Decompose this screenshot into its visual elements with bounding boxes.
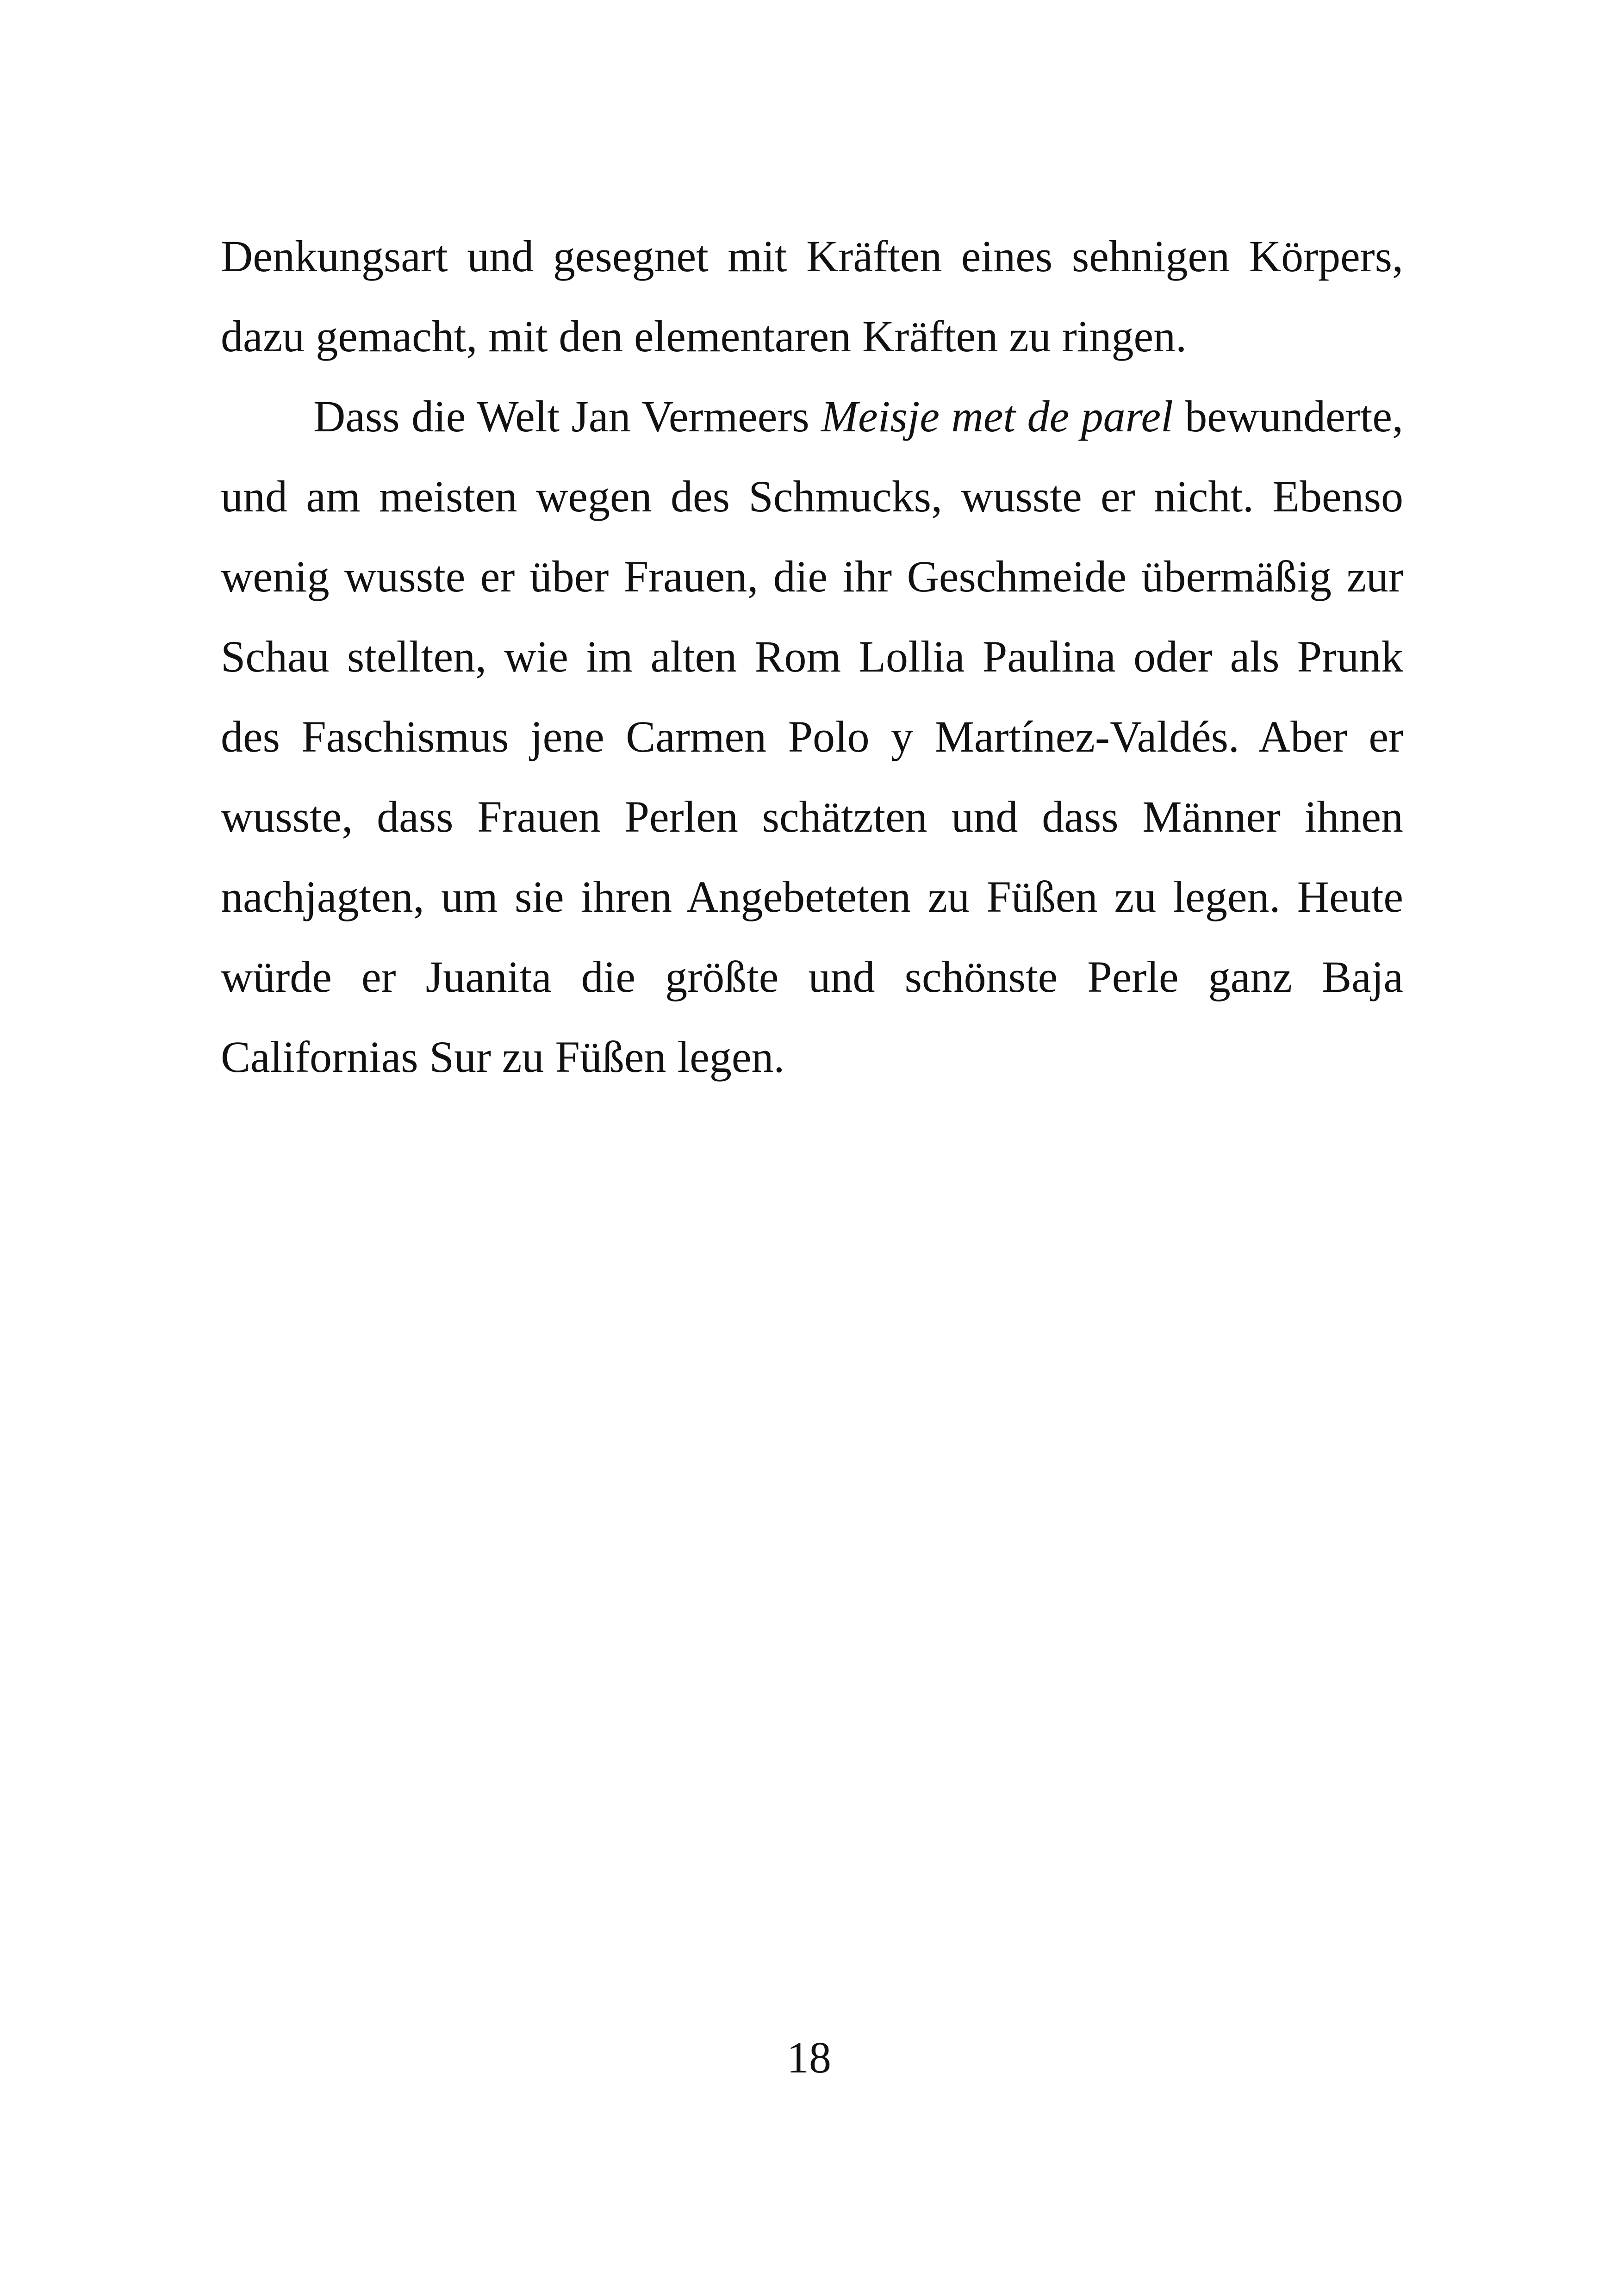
paragraph-text: Denkungsart und gesegnet mit Kräften eines sehnigen Körpers, dazu gemacht, mit den elementaren Kräften zu ringen. (221, 231, 1403, 361)
paragraph-vermeer (221, 376, 1403, 1097)
painting-title: Meisje met de parel (821, 392, 1173, 441)
paragraph-text-rest: bewunderte, und am meisten wegen des Schmucks, wusste er nicht. Ebenso wenig wusste er über Frauen, die ihr Geschmeide übermäßig zur Schau stellten, wie im alten Rom Lollia Paulina oder als Prunk des Faschismus jene Carmen Polo y Martínez-Valdés. Aber er wusste, dass Frauen Perlen schätzten und dass Männer ihnen nachjagten, um sie ihren Angebeteten zu Füßen zu legen. Heute würde er Juanita die größte und schönste Perle ganz Baja Californias Sur zu Füßen legen. (221, 392, 1403, 1082)
paragraph-continued (221, 216, 1403, 376)
page-number: 18 (787, 2033, 831, 2082)
paragraph-text-start: Dass die Welt Jan Vermeers (313, 392, 821, 441)
body-text (221, 216, 1403, 1097)
